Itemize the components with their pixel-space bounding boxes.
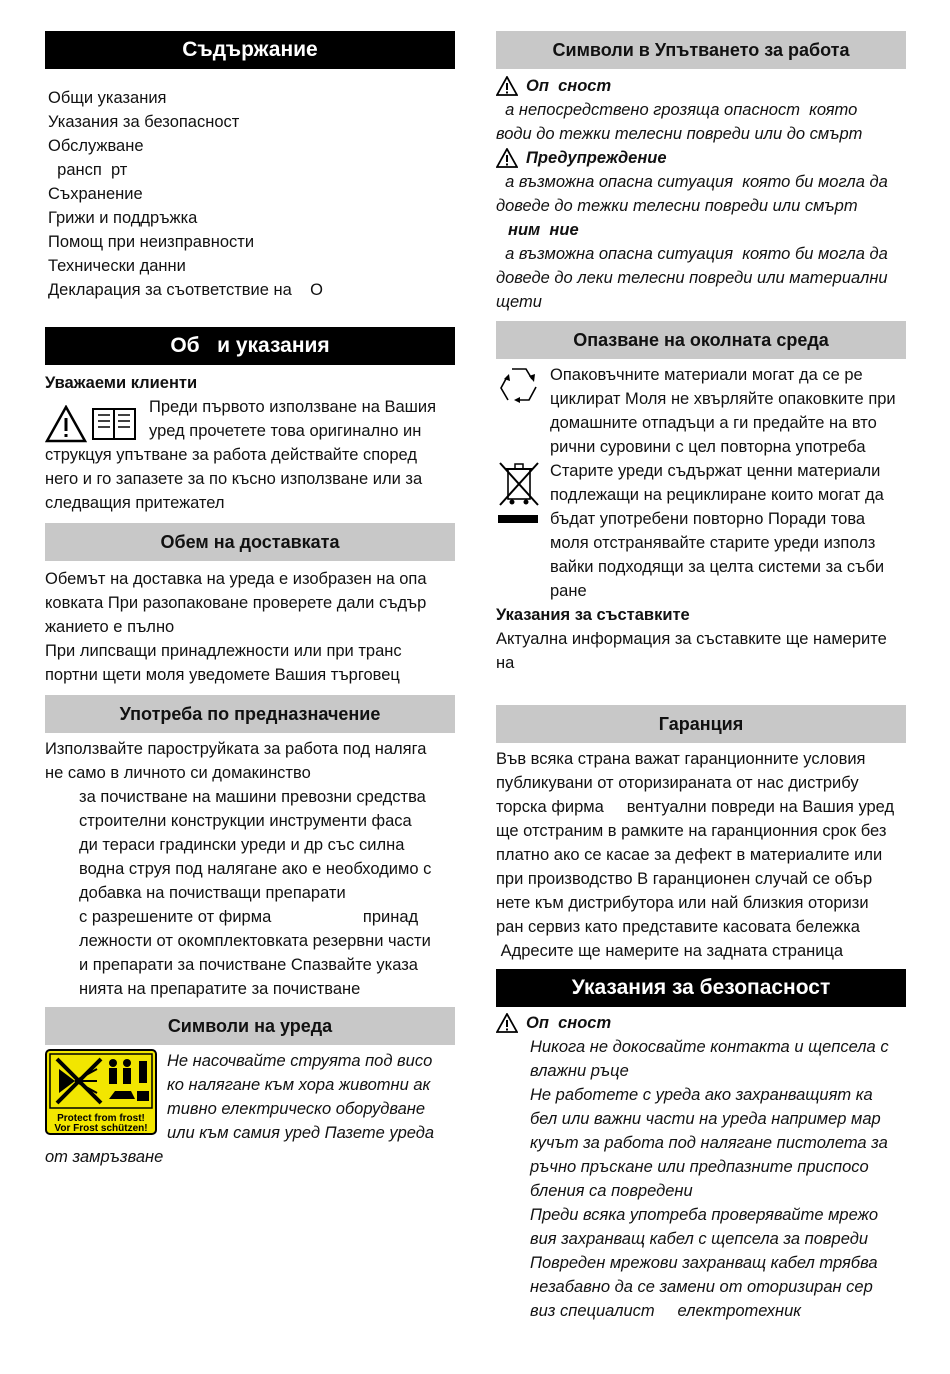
components-heading: Указания за съставките [496,606,690,624]
danger-triangle-icon [496,76,518,96]
intro-block [45,395,455,443]
usage-list-line: водна струя под налягане ако е необходимо с [79,860,432,878]
crossed-bin-icon [496,459,542,531]
danger-label: Оп сност [526,77,612,95]
warranty-line: при производство В гаранционен случай се обър [496,870,873,888]
toc-item[interactable]: Технически данни [48,257,186,275]
warranty-line: торска фирма вентуални повреди на Вашия уред [496,798,895,816]
general-notes-heading: Об и указания [45,327,455,365]
recycle-line: домашните отпадъци а ги предайте на вто [550,414,877,432]
frost-label-text-en: Protect from frost! [57,1113,145,1124]
safety-heading: Указания за безопасност [496,969,906,1007]
usage-list-line: ди тераси градински уреди и др със силна [79,836,405,854]
caution-line: доведе до леки телесни повреди или материални [496,269,888,287]
usage-list-line: и препарати за почистване Спазвайте указа [79,956,418,974]
caution-line: щети [496,293,542,311]
warning-line: доведе до тежки телесни повреди или смърт [496,197,858,215]
caution-label: ним ние [508,221,579,239]
warning-triangle-icon [45,405,87,443]
device-symbols-line: от замръзване [45,1148,164,1166]
environment-heading: Опазване на околната среда [496,321,906,359]
delivery-line: ковката При разопаковане проверете дали съдър [45,594,427,612]
safety-line: ръчно пръскане или предпазните приспосо [530,1158,869,1176]
open-book-icon [91,405,137,443]
toc-item[interactable]: Помощ при неизправности [48,233,255,251]
warranty-line: Адресите ще намерите на задната страница [496,942,844,960]
manual-symbols [45,395,143,443]
device-symbols-block [45,1049,455,1145]
no-spray-frost-icon [45,1049,157,1135]
delivery-line: При липсващи принадлежности или при транс [45,642,402,660]
delivery-line: Обемът на доставка на уреда е изобразен на опа [45,570,427,588]
manual-symbols-heading: Символи в Упътването за работа [496,31,906,69]
warning-line: а възможна опасна ситуация която би могла да [496,173,888,191]
recycle-line: Опаковъчните материали могат да се ре [550,366,863,384]
recycle-line: рични суровини с цел повторна употреба [550,438,866,456]
warranty-line: нете към дистрибутора или най близкия оторизи [496,894,869,912]
toc-item[interactable]: Декларация за съответствие на О [48,281,323,299]
dear-customers-heading: Уважаеми клиенти [45,374,198,392]
device-symbols-line: ко налягане към хора животни ак [167,1076,431,1094]
usage-list-line: строителни конструкции инструменти фаса [79,812,412,830]
table-of-contents [45,86,455,302]
usage-list-line: нията на препаратите за почистване [79,980,361,998]
usage-list [45,785,455,1001]
usage-list-line: добавка на почистващи препарати [79,884,346,902]
safety-line: вия захранващ кабел с щепсела за повреди [530,1230,869,1248]
usage-list-line: с разрешените от фирма принад [79,908,419,926]
weee-line: вайки подходящи за целта системи за съби [550,558,885,576]
intended-use-heading: Употреба по предназначение [45,695,455,733]
toc-item[interactable]: Съхранение [48,185,143,203]
usage-line: не само в личното си домакинство [45,764,311,782]
components-line: на [496,654,515,672]
recycle-icon [496,363,542,409]
safety-line: влажни ръце [530,1062,629,1080]
caution-label-row [496,218,906,242]
danger-triangle-icon [496,1013,518,1033]
toc-item[interactable]: рансп рт [48,161,128,179]
intro-line: него и го запазете за по късно използване или за [45,470,423,488]
safety-line: Повреден мрежови захранващ кабел трябва [530,1254,878,1272]
weee-line: ране [550,582,587,600]
safety-line: бел или важни части на уреда например мар [530,1110,881,1128]
right-column [496,31,906,1323]
warranty-line: ще отстраним в рамките на гаранционния срок без [496,822,887,840]
danger-line: а непосредствено грозяща опасност която [496,101,858,119]
device-symbols-line: или към самия уред Пазете уреда [167,1124,435,1142]
warning-label: Предупреждение [526,149,667,167]
intro-line: следващия притежател [45,494,225,512]
safety-line: Не работете с уреда ако захранващият ка [530,1086,873,1104]
components-line: Актуална информация за съставките ще намерите [496,630,887,648]
safety-line: виз специалист електротехник [530,1302,802,1320]
weee-line: моля отстранявайте старите уреди използ [550,534,876,552]
warranty-line: платно ако се касае за дефект в материалите или [496,846,883,864]
left-column [45,31,455,1169]
delivery-line: жанието е пълно [45,618,175,636]
safety-line: Преди всяка употреба проверявайте мрежо [530,1206,879,1224]
recycling-block [496,363,906,459]
toc-item[interactable]: Грижи и поддръжка [48,209,198,227]
contents-heading: Съдържание [45,31,455,69]
usage-line: Използвайте пароструйката за работа под наляга [45,740,427,758]
safety-line: Никога не докосвайте контакта и щепсела с [530,1038,889,1056]
toc-item[interactable]: Указания за безопасност [48,113,240,131]
safety-line: незабавно да се замени от оторизиран сер [530,1278,873,1296]
danger-label-row [496,74,906,98]
recycle-line: циклират Моля не хвърляйте опаковките при [550,390,896,408]
weee-line: бъдат употребени повторно Поради това [550,510,866,528]
toc-item[interactable]: Общи указания [48,89,167,107]
warranty-line: ран сервиз като представите касовата бележка [496,918,860,936]
delivery-scope-heading: Обем на доставката [45,523,455,561]
caution-line: а възможна опасна ситуация която би могла да [496,245,888,263]
delivery-line: портни щети моля уведомете Вашия търговец [45,666,400,684]
weee-block [496,459,906,603]
warranty-line: Във всяка страна важат гаранционните условия [496,750,866,768]
frost-warning-label [45,1049,161,1145]
safety-danger-label: Оп сност [526,1014,612,1032]
frost-label-text-de: Vor Frost schützen! [54,1123,148,1134]
intro-line: Преди първото използване на Вашия [149,398,437,416]
intro-line: струкцуя упътване за работа действайте според [45,446,417,464]
safety-danger-row [496,1011,906,1035]
weee-line: Старите уреди съдържат ценни материали [550,462,881,480]
usage-list-line: лежности от окомплектовката резервни части [79,932,431,950]
usage-list-line: за почистване на машини превозни средства [79,788,426,806]
weee-line: подлежащи на рециклиране които могат да [550,486,884,504]
safety-line: бления са повредени [530,1182,693,1200]
device-symbols-line: тивно електрическо оборудване [167,1100,426,1118]
warranty-heading: Гаранция [496,705,906,743]
device-symbols-heading: Символи на уреда [45,1007,455,1045]
safety-line: кучът за работа под налягане пистолета за [530,1134,888,1152]
safety-list [496,1035,906,1323]
warning-triangle-icon [496,148,518,168]
warranty-line: публикувани от оторизираната от нас дистрибу [496,774,859,792]
warning-label-row [496,146,906,170]
toc-item[interactable]: Обслужване [48,137,144,155]
danger-line: води до тежки телесни повреди или до смърт [496,125,863,143]
intro-line: уред прочетете това оригинално ин [149,422,422,440]
device-symbols-line: Не насочвайте струята под висо [167,1052,433,1070]
